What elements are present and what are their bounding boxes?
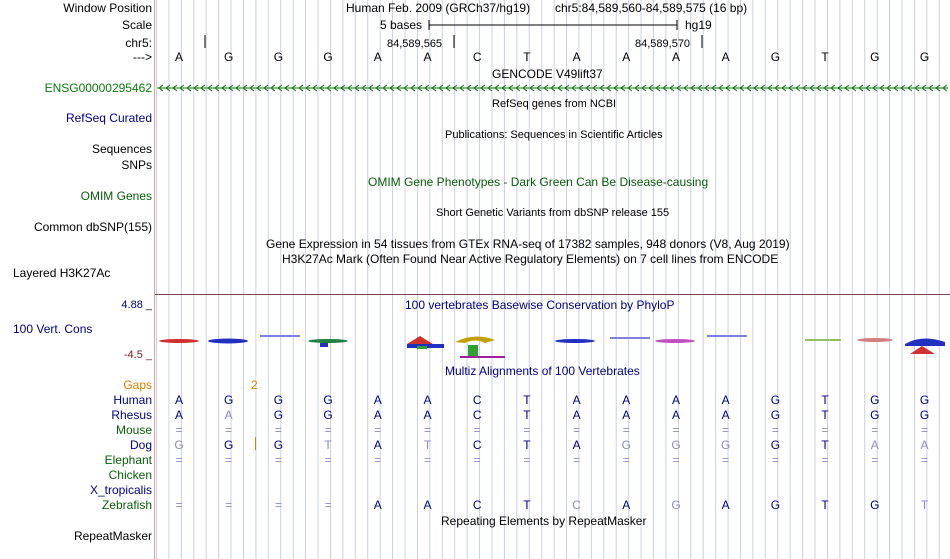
phylop-logo [155,332,950,362]
phylop-track-title[interactable]: 100 vertebrates Basewise Conservation by PhyloP [405,298,675,312]
alignment-base: A [373,438,382,452]
base-cell: A [423,50,432,64]
alignment-base: = [374,423,382,437]
base-cell: G [323,50,333,64]
alignment-base: = [573,453,581,467]
scale-bar [428,18,680,32]
alignment-base: G [671,498,681,512]
base-sequence-row [155,50,950,64]
alignment-base: = [473,453,481,467]
gencode-track-title[interactable]: GENCODE V49lift37 [492,67,603,81]
alignment-base: = [573,423,581,437]
scale-bases: 5 bases [380,18,423,32]
alignment-base: T [920,498,929,512]
alignment-row-zebrafish [155,498,950,512]
alignment-base: = [324,453,332,467]
alignment-base: G [870,393,880,407]
alignment-base: G [870,408,880,422]
dbsnp-track-title[interactable]: Short Genetic Variants from dbSNP release 155 [436,207,670,219]
phylop-glyph-G16 [905,338,945,346]
chrom-label: chr5: [125,36,152,50]
repeatmasker-label[interactable]: RepeatMasker [73,529,152,543]
alignment-base: = [175,498,183,512]
phylop-glyph-4b [320,343,328,347]
phylop-glyph-A [159,339,199,343]
scale-db: hg19 [685,18,712,32]
base-cell: A [622,50,631,64]
alignment-base: G [721,438,731,452]
alignment-base: A [920,438,929,452]
alignment-base: G [273,393,284,407]
alignment-base: T [523,408,531,422]
snps-label[interactable]: SNPs [121,158,152,172]
phylop-glyph-T2 [460,356,505,358]
scale-label: Scale [121,18,152,32]
base-cell: G [770,50,781,64]
alignment-base: = [324,423,332,437]
alignment-base: A [572,408,581,422]
alignment-base: = [722,423,730,437]
alignment-base: T [821,498,829,512]
alignment-base: A [622,498,631,512]
phylop-glyph-4 [308,339,348,343]
phylop-glyph-3 [260,335,300,337]
species-label-human[interactable]: Human [113,393,152,407]
species-label-dog[interactable]: Dog [129,438,152,452]
alignment-base: = [225,498,233,512]
phylop-min-label: -4.5 _ [123,349,152,361]
alignment-row-rhesus [155,408,950,422]
phylop-label[interactable]: 100 Vert. Cons [13,322,93,336]
alignment-base: T [523,498,531,512]
gaps-label: Gaps [123,378,152,392]
species-label-x_tropicalis[interactable]: X_tropicalis [89,483,152,497]
alignment-base: = [871,423,879,437]
alignment-base: = [920,453,928,467]
alignment-base: = [523,453,531,467]
alignment-base: = [175,423,183,437]
alignment-base: = [821,423,829,437]
phylop-glyph-12 [707,335,747,337]
alignment-base: A [174,408,183,422]
alignment-base: = [225,423,233,437]
alignment-base: = [722,453,730,467]
alignment-base: G [919,393,930,407]
alignment-base: T [821,438,829,452]
alignment-base: T [821,393,829,407]
omim-genes-label[interactable]: OMIM Genes [80,189,152,203]
phylop-glyph-15 [857,338,893,342]
phylop-max-label: 4.88 _ [121,299,152,311]
alignment-base: C [472,438,482,452]
alignment-base: = [473,423,481,437]
alignment-row-chicken [155,468,950,482]
alignment-base: G [919,408,930,422]
alignment-base: A [572,438,581,452]
alignment-base: G [770,393,781,407]
alignment-base: G [224,438,234,452]
alignment-base: G [273,438,284,452]
alignment-base: A [721,393,730,407]
alignment-base: C [472,408,482,422]
alignment-base: A [224,408,233,422]
multiz-track-title[interactable]: Multiz Alignments of 100 Vertebrates [445,364,640,378]
alignment-base: A [373,408,382,422]
phylop-glyph-A16 [910,346,935,354]
base-cell: G [224,50,234,64]
alignment-base: = [274,453,282,467]
base-cell: T [821,50,829,64]
alignment-base: A [671,408,680,422]
alignment-base: A [721,408,730,422]
alignment-base: A [373,498,382,512]
alignment-row-x_tropicalis [155,483,950,497]
alignment-base: A [423,498,432,512]
base-cell: T [523,50,531,64]
ruler-ticks [200,34,710,50]
alignment-base: A [870,438,879,452]
refseq-track-title[interactable]: RefSeq genes from NCBI [492,98,617,110]
alignment-base: G [770,408,781,422]
alignment-base: = [324,498,332,512]
alignment-row-elephant [155,453,950,467]
alignment-base: C [472,498,482,512]
sequences-label[interactable]: Sequences [91,142,152,156]
alignment-base: A [423,408,432,422]
base-cell: G [919,50,930,64]
ensg-gene-feature[interactable] [155,81,950,95]
phylop-glyph-11 [655,339,695,343]
phylop-glyph-14 [805,339,841,341]
alignment-base: = [871,453,879,467]
alignment-base: A [721,498,730,512]
alignment-base: A [572,393,581,407]
alignment-base: T [821,408,829,422]
alignment-base: A [423,393,432,407]
phylop-glyph-A2 [407,336,433,344]
phylop-glyph-A2c [417,346,427,349]
gtex-track-title[interactable]: Gene Expression in 54 tissues from GTEx RNA-seq of 17382 samples, 948 donors (V8, Aug 2019) [266,237,790,251]
alignment-row-human [155,393,950,407]
window-position-label: Window Position [63,1,152,15]
alignment-base: = [920,423,928,437]
phylop-glyph-T [468,345,478,357]
layered-h3k27ac-label[interactable]: Layered H3K27Ac [13,266,111,280]
strand-arrow: ---> [133,50,152,64]
alignment-base: = [523,423,531,437]
repeatmasker-track-title[interactable]: Repeating Elements by RepeatMasker [441,514,647,528]
base-cell: A [373,50,382,64]
base-cell: A [572,50,581,64]
alignment-base: = [821,453,829,467]
alignment-base: G [870,498,880,512]
alignment-base: = [423,453,431,467]
alignment-base: A [373,393,382,407]
ruler-coord-2: 84,589,570 [635,38,691,50]
omim-track-title[interactable]: OMIM Gene Phenotypes - Dark Green Can Be Disease-causing [368,175,709,189]
publications-track-title[interactable]: Publications: Sequences in Scientific Articles [445,129,663,141]
species-label-zebrafish[interactable]: Zebrafish [101,498,152,512]
alignment-base: = [274,423,282,437]
base-cell: C [472,50,482,64]
h3k27ac-baseline [155,294,950,295]
base-cell: G [273,50,284,64]
alignment-base: A [622,408,631,422]
alignment-base: G [671,438,681,452]
alignment-base: C [572,498,581,512]
alignment-base: T [523,438,531,452]
alignment-base: = [672,453,680,467]
alignment-base: G [273,408,284,422]
alignment-base: A [174,393,183,407]
h3k27ac-track-title[interactable]: H3K27Ac Mark (Often Found Near Active Regulatory Elements) on 7 cell lines from ENCODE [282,252,779,266]
common-dbsnp-label[interactable]: Common dbSNP(155) [33,220,152,234]
base-cell: A [671,50,680,64]
alignment-base: = [423,423,431,437]
alignment-base: = [374,453,382,467]
gap-marker [255,437,256,450]
phylop-glyph-C [455,336,495,343]
alignment-base: T [523,393,531,407]
phylop-glyph-10 [610,337,650,339]
base-cell: A [174,50,183,64]
alignment-base: = [672,423,680,437]
alignment-base: G [174,438,184,452]
alignment-row-dog [155,438,950,452]
species-label-elephant[interactable]: Elephant [104,453,152,467]
phylop-glyph-G [208,339,248,344]
alignment-base: A [671,393,680,407]
window-position-range[interactable]: chr5:84,589,560-84,589,575 (16 bp) [555,1,748,15]
base-cell: A [721,50,730,64]
species-label-mouse[interactable]: Mouse [115,423,152,437]
species-label-chicken[interactable]: Chicken [108,468,152,482]
alignment-base: T [324,438,332,452]
alignment-base: = [622,423,630,437]
gap-count: 2 [251,378,258,392]
alignment-base: = [175,453,183,467]
alignment-base: G [770,498,781,512]
base-cell: G [870,50,880,64]
alignment-base: A [622,393,631,407]
alignment-base: G [323,393,333,407]
alignment-base: = [274,498,282,512]
alignment-base: = [771,453,779,467]
ruler-coord-1: 84,589,565 [387,38,443,50]
assembly-name: Human Feb. 2009 (GRCh37/hg19) [346,1,531,15]
species-label-rhesus[interactable]: Rhesus [111,408,152,422]
alignment-base: = [771,423,779,437]
alignment-base: G [323,408,333,422]
alignment-base: C [472,393,482,407]
refseq-curated-label[interactable]: RefSeq Curated [65,111,152,125]
alignment-base: T [423,438,432,452]
alignment-base: G [770,438,781,452]
phylop-glyph-9 [555,339,595,343]
alignment-base: = [622,453,630,467]
ensg-gene-label[interactable]: ENSG00000295462 [44,81,152,95]
alignment-base: G [224,393,234,407]
alignment-row-mouse [155,423,950,437]
alignment-base: G [621,438,631,452]
alignment-base: = [225,453,233,467]
